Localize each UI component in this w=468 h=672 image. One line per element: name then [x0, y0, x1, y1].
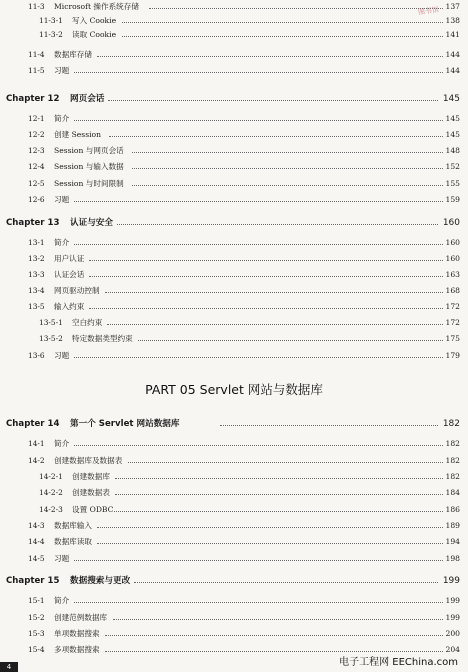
section-title: 简介 — [54, 439, 70, 448]
section-number: 14-3 — [28, 521, 45, 530]
page-number: 182 — [445, 456, 460, 465]
toc-entry — [0, 519, 468, 533]
page-number: 179 — [445, 351, 460, 360]
toc-entry — [0, 193, 468, 207]
dot-leader — [107, 324, 443, 325]
section-title: 输入约束 — [54, 302, 85, 311]
section-number: 14-5 — [28, 554, 45, 563]
section-number: 12-3 — [28, 146, 45, 155]
section-number: 13-3 — [28, 270, 45, 279]
section-title: Session 与网页会话 — [54, 146, 124, 155]
page-number: 138 — [445, 16, 460, 25]
dot-leader — [114, 511, 443, 512]
toc-entry — [0, 594, 468, 608]
toc-entry — [0, 14, 468, 28]
section-title: 习题 — [54, 195, 70, 204]
chapter-label: Chapter 13 — [6, 218, 60, 228]
toc-entry — [0, 177, 468, 191]
chapter-title: 认证与安全 — [70, 218, 113, 228]
section-number: 15-2 — [28, 613, 45, 622]
page-number: 137 — [445, 2, 460, 11]
section-number: 15-4 — [28, 645, 45, 654]
section-title: 写入 Cookie — [72, 16, 117, 25]
page-number: 172 — [445, 302, 460, 311]
page-number: 155 — [445, 179, 460, 188]
toc-entry — [0, 128, 468, 142]
toc-entry — [0, 611, 468, 625]
dot-leader — [74, 244, 443, 245]
section-number: 12-1 — [28, 114, 45, 123]
toc-entry — [0, 0, 468, 14]
chapter-row — [0, 417, 468, 431]
dot-leader — [220, 425, 438, 426]
section-number: 15-1 — [28, 596, 45, 605]
section-number: 14-2 — [28, 456, 45, 465]
section-title: 创建数据库 — [72, 472, 110, 481]
page-number: 145 — [445, 114, 460, 123]
section-number: 13-1 — [28, 238, 45, 247]
section-number: 14-1 — [28, 439, 45, 448]
dot-leader — [74, 72, 443, 73]
toc-entry — [0, 144, 468, 158]
section-title: 创建数据库及数据表 — [54, 456, 123, 465]
toc-entry — [0, 28, 468, 42]
section-title: 习题 — [54, 351, 70, 360]
section-number: 13-4 — [28, 286, 45, 295]
dot-leader — [74, 120, 443, 121]
section-number: 12-4 — [28, 162, 45, 171]
dot-leader — [89, 308, 443, 309]
section-title: 读取 Cookie — [72, 30, 117, 39]
dot-leader — [89, 276, 443, 277]
toc-entry — [0, 252, 468, 266]
section-number: 13-6 — [28, 351, 45, 360]
section-title: 特定数据类型约束 — [72, 334, 133, 343]
toc-entry — [0, 535, 468, 549]
dot-leader — [105, 292, 443, 293]
section-title: 简介 — [54, 114, 70, 123]
dot-leader — [108, 100, 438, 101]
toc-entry — [0, 268, 468, 282]
section-number: 15-3 — [28, 629, 45, 638]
section-title: 简介 — [54, 596, 70, 605]
chapter-title: 网页会话 — [70, 94, 105, 104]
dot-leader — [115, 494, 443, 495]
dot-leader — [132, 185, 443, 186]
section-title: 设置 ODBC — [72, 505, 114, 514]
section-title: Session 与时间限制 — [54, 179, 124, 188]
section-title: 创建范例数据库 — [54, 613, 108, 622]
chapter-title: 数据搜索与更改 — [70, 576, 131, 586]
toc-entry — [0, 349, 468, 363]
toc-entry — [0, 236, 468, 250]
section-number: 14-2-1 — [39, 472, 63, 481]
page-number: 199 — [445, 613, 460, 622]
page-number: 175 — [445, 334, 460, 343]
chapter-row — [0, 216, 468, 230]
chapter-label: Chapter 15 — [6, 576, 60, 586]
toc-entry — [0, 627, 468, 641]
section-title: 习题 — [54, 66, 70, 75]
section-title: 用户认证 — [54, 254, 85, 263]
dot-leader — [97, 527, 443, 528]
chapter-row — [0, 92, 468, 106]
toc-entry — [0, 454, 468, 468]
page-number: 182 — [445, 439, 460, 448]
dot-leader — [132, 168, 443, 169]
page-number: 144 — [445, 66, 460, 75]
part-heading: PART 05 Servlet 网站与数据库 — [145, 382, 323, 397]
page-number: 148 — [445, 146, 460, 155]
page-number: 160 — [445, 254, 460, 263]
toc-entry — [0, 437, 468, 451]
dot-leader — [113, 619, 443, 620]
page-number: 199 — [442, 576, 460, 586]
page-number: 168 — [445, 286, 460, 295]
dot-leader — [149, 8, 443, 9]
toc-entry — [0, 332, 468, 346]
section-number: 14-2-3 — [39, 505, 63, 514]
library-stamp: 图书馆 — [417, 5, 440, 17]
page-number: 182 — [442, 419, 460, 429]
page-number: 194 — [445, 537, 460, 546]
chapter-title: 第一个 Servlet 网站数据库 — [70, 419, 180, 429]
dot-leader — [105, 635, 443, 636]
page-number: 160 — [442, 218, 460, 228]
section-title: 数据库读取 — [54, 537, 92, 546]
page-number: 182 — [445, 472, 460, 481]
page-number: 198 — [445, 554, 460, 563]
toc-entry — [0, 486, 468, 500]
toc-entry — [0, 552, 468, 566]
page-number: 141 — [445, 30, 460, 39]
section-number: 14-4 — [28, 537, 45, 546]
page-number: 199 — [445, 596, 460, 605]
section-title: 数据库存储 — [54, 50, 92, 59]
page-number: 172 — [445, 318, 460, 327]
dot-leader — [115, 478, 443, 479]
dot-leader — [74, 201, 443, 202]
section-title: Microsoft 操作系统存储 — [54, 2, 139, 11]
section-number: 11-5 — [28, 66, 45, 75]
chapter-label: Chapter 12 — [6, 94, 60, 104]
section-number: 12-5 — [28, 179, 45, 188]
dot-leader — [105, 651, 443, 652]
page-number: 189 — [445, 521, 460, 530]
dot-leader — [138, 340, 443, 341]
dot-leader — [74, 445, 443, 446]
page-number: 163 — [445, 270, 460, 279]
page-number: 145 — [442, 94, 460, 104]
section-number: 11-3-2 — [39, 30, 63, 39]
section-title: 网页驱动控制 — [54, 286, 100, 295]
section-number: 12-6 — [28, 195, 45, 204]
section-title: 习题 — [54, 554, 70, 563]
toc-entry — [0, 48, 468, 62]
section-number: 14-2-2 — [39, 488, 63, 497]
section-title: 创建数据表 — [72, 488, 110, 497]
dot-leader — [117, 224, 438, 225]
toc-entry — [0, 300, 468, 314]
page-number-tab: 4 — [0, 662, 18, 672]
dot-leader — [128, 462, 443, 463]
page-number: 184 — [445, 488, 460, 497]
dot-leader — [132, 152, 443, 153]
page-number: 159 — [445, 195, 460, 204]
section-number: 13-5-2 — [39, 334, 63, 343]
dot-leader — [74, 357, 443, 358]
dot-leader — [122, 36, 443, 37]
section-number: 13-5-1 — [39, 318, 63, 327]
page-number: 186 — [445, 505, 460, 514]
toc-entry — [0, 503, 468, 517]
section-title: 空白约束 — [72, 318, 103, 327]
toc-entry — [0, 316, 468, 330]
section-number: 13-5 — [28, 302, 45, 311]
section-title: 数据库输入 — [54, 521, 92, 530]
page-number: 145 — [445, 130, 460, 139]
section-number: 11-3-1 — [39, 16, 63, 25]
toc-entry — [0, 284, 468, 298]
footer-watermark: 电子工程网 EEChina.com — [339, 657, 458, 668]
chapter-row — [0, 574, 468, 588]
section-number: 11-4 — [28, 50, 45, 59]
page-number: 200 — [445, 629, 460, 638]
dot-leader — [97, 543, 443, 544]
dot-leader — [109, 136, 443, 137]
section-number: 11-3 — [28, 2, 45, 11]
page-number: 144 — [445, 50, 460, 59]
dot-leader — [89, 260, 443, 261]
section-title: 简介 — [54, 238, 70, 247]
section-title: Session 与输入数据 — [54, 162, 124, 171]
section-number: 12-2 — [28, 130, 45, 139]
page-number: 152 — [445, 162, 460, 171]
page-number: 160 — [445, 238, 460, 247]
dot-leader — [122, 22, 443, 23]
section-title: 认证会话 — [54, 270, 85, 279]
dot-leader — [97, 56, 443, 57]
toc-entry — [0, 160, 468, 174]
toc-entry — [0, 112, 468, 126]
toc-entry — [0, 470, 468, 484]
dot-leader — [134, 582, 438, 583]
section-title: 多项数据搜索 — [54, 645, 100, 654]
toc-entry — [0, 64, 468, 78]
dot-leader — [74, 602, 443, 603]
page-number: 204 — [445, 645, 460, 654]
dot-leader — [74, 560, 443, 561]
section-title: 单项数据搜索 — [54, 629, 100, 638]
section-title: 创建 Session — [54, 130, 101, 139]
section-number: 13-2 — [28, 254, 45, 263]
chapter-label: Chapter 14 — [6, 419, 60, 429]
